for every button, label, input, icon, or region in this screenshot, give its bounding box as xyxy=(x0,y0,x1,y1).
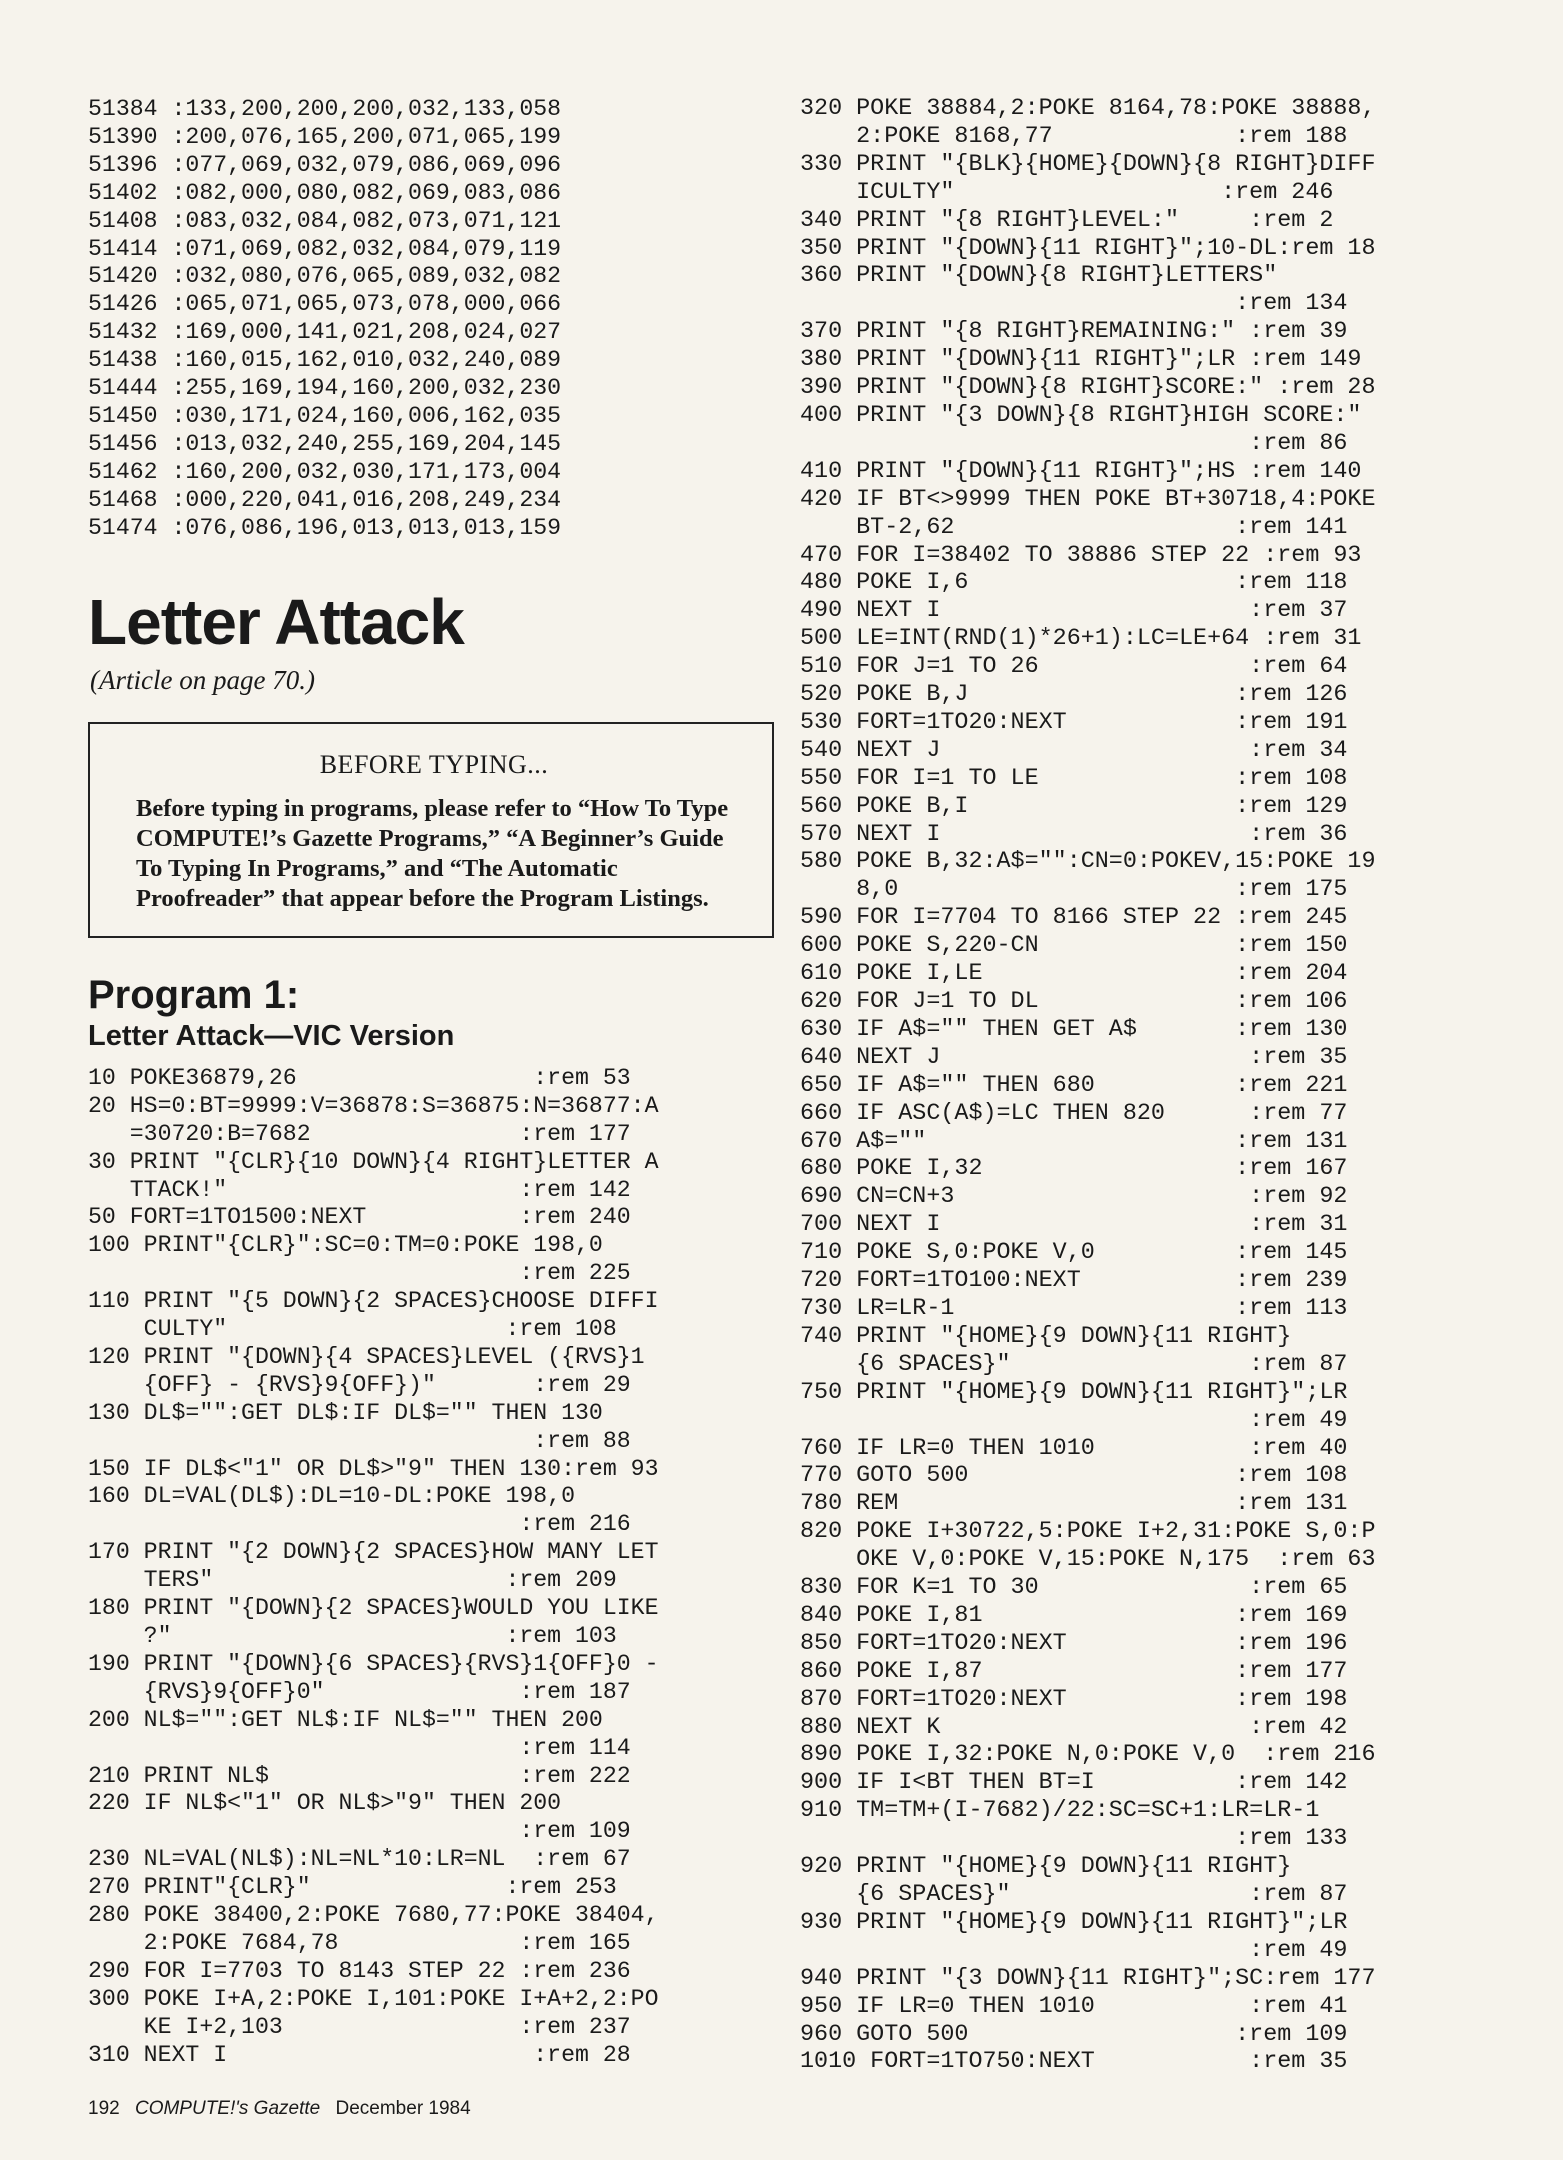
code-line: ?" :rem 103 xyxy=(88,1623,617,1650)
code-line: 1010 FORT=1TO750:NEXT :rem 35 xyxy=(800,2049,1348,2076)
code-line: 10 POKE36879,26 :rem 53 xyxy=(88,1064,631,1091)
code-line: :rem 216 xyxy=(88,1511,631,1538)
code-line: 8,0 :rem 175 xyxy=(800,877,1348,904)
program-listing-left xyxy=(88,1065,774,2070)
code-line: 850 FORT=1TO20:NEXT :rem 196 xyxy=(800,1630,1348,1657)
code-line: 290 FOR I=7703 TO 8143 STEP 22 :rem 236 xyxy=(88,1957,631,1984)
code-line: 51402 :082,000,080,082,069,083,086 xyxy=(88,179,562,206)
code-line: 640 NEXT J :rem 35 xyxy=(800,1044,1348,1071)
code-line: 400 PRINT "{3 DOWN}{8 RIGHT}HIGH SCORE:" xyxy=(800,402,1362,429)
code-line: :rem 49 xyxy=(800,1937,1348,1964)
code-line: 560 POKE B,I :rem 129 xyxy=(800,793,1348,820)
article-page-reference: (Article on page 70.) xyxy=(90,664,315,695)
notice-title: BEFORE TYPING... xyxy=(319,749,549,779)
code-line: 910 TM=TM+(I-7682)/22:SC=SC+1:LR=LR-1 xyxy=(800,1798,1320,1825)
code-line: 200 NL$="":GET NL$:IF NL$="" THEN 200 xyxy=(88,1706,603,1733)
code-line: 650 IF A$="" THEN 680 :rem 221 xyxy=(800,1072,1348,1099)
code-line: 730 LR=LR-1 :rem 113 xyxy=(800,1295,1348,1322)
code-line: {OFF} - {RVS}9{OFF})" :rem 29 xyxy=(88,1371,631,1398)
code-line: 580 POKE B,32:A$="":CN=0:POKEV,15:POKE 19 xyxy=(800,849,1376,876)
code-line: 820 POKE I+30722,5:POKE I+2,31:POKE S,0:P xyxy=(800,1519,1376,1546)
code-line: 930 PRINT "{HOME}{9 DOWN}{11 RIGHT}";LR xyxy=(800,1909,1348,1936)
code-line: 470 FOR I=38402 TO 38886 STEP 22 :rem 93 xyxy=(800,542,1362,569)
code-line: {6 SPACES}" :rem 87 xyxy=(800,1351,1348,1378)
code-line: 410 PRINT "{DOWN}{11 RIGHT}";HS :rem 140 xyxy=(800,458,1362,485)
code-line: 570 NEXT I :rem 36 xyxy=(800,821,1348,848)
code-line: 2:POKE 8168,77 :rem 188 xyxy=(800,123,1348,150)
code-line: 150 IF DL$<"1" OR DL$>"9" THEN 130:rem 93 xyxy=(88,1455,659,1482)
code-line: 610 POKE I,LE :rem 204 xyxy=(800,961,1348,988)
code-line: 940 PRINT "{3 DOWN}{11 RIGHT}";SC:rem 177 xyxy=(800,1965,1376,1992)
code-line: 110 PRINT "{5 DOWN}{2 SPACES}CHOOSE DIFFI xyxy=(88,1288,659,1315)
code-line: 51432 :169,000,141,021,208,024,027 xyxy=(88,319,562,346)
magazine-name: COMPUTE!'s Gazette xyxy=(134,2098,321,2119)
code-line: 50 FORT=1TO1500:NEXT :rem 240 xyxy=(88,1204,631,1231)
code-line: 360 PRINT "{DOWN}{8 RIGHT}LETTERS" xyxy=(800,263,1278,290)
code-line: 51426 :065,071,065,073,078,000,066 xyxy=(88,291,562,318)
code-line: ICULTY" :rem 246 xyxy=(800,179,1334,206)
right-column xyxy=(800,96,1490,2077)
code-line: 660 IF ASC(A$)=LC THEN 820 :rem 77 xyxy=(800,1100,1348,1127)
data-listing xyxy=(88,96,774,543)
code-line: 700 NEXT I :rem 31 xyxy=(800,1212,1348,1239)
code-line: 520 POKE B,J :rem 126 xyxy=(800,682,1348,709)
code-line: 370 PRINT "{8 RIGHT}REMAINING:" :rem 39 xyxy=(800,319,1348,346)
code-line: 2:POKE 7684,78 :rem 165 xyxy=(88,1929,631,1956)
code-line: TTACK!" :rem 142 xyxy=(88,1176,631,1203)
code-line: OKE V,0:POKE V,15:POKE N,175 :rem 63 xyxy=(800,1547,1376,1574)
code-line: 900 IF I<BT THEN BT=I :rem 142 xyxy=(800,1770,1348,1797)
code-line: :rem 134 xyxy=(800,291,1348,318)
code-line: 390 PRINT "{DOWN}{8 RIGHT}SCORE:" :rem 28 xyxy=(800,375,1376,402)
code-line: 600 POKE S,220-CN :rem 150 xyxy=(800,933,1348,960)
code-line: 830 FOR K=1 TO 30 :rem 65 xyxy=(800,1575,1348,1602)
code-line: 870 FORT=1TO20:NEXT :rem 198 xyxy=(800,1686,1348,1713)
code-line: {RVS}9{OFF}0" :rem 187 xyxy=(88,1678,631,1705)
code-line: :rem 133 xyxy=(800,1826,1348,1853)
code-line: 310 NEXT I :rem 28 xyxy=(88,2041,631,2068)
code-line: 51462 :160,200,032,030,171,173,004 xyxy=(88,458,562,485)
code-line: 720 FORT=1TO100:NEXT :rem 239 xyxy=(800,1268,1348,1295)
code-line: 860 POKE I,87 :rem 177 xyxy=(800,1658,1348,1685)
code-line: 330 PRINT "{BLK}{HOME}{DOWN}{8 RIGHT}DIFF xyxy=(800,151,1376,178)
page-footer xyxy=(88,2098,471,2120)
code-line: 340 PRINT "{8 RIGHT}LEVEL:" :rem 2 xyxy=(800,207,1334,234)
code-line: 840 POKE I,81 :rem 169 xyxy=(800,1602,1348,1629)
before-typing-notice xyxy=(88,722,774,938)
code-line: 380 PRINT "{DOWN}{11 RIGHT}";LR :rem 149 xyxy=(800,347,1362,374)
code-line: :rem 49 xyxy=(800,1407,1348,1434)
code-line: 160 DL=VAL(DL$):DL=10-DL:POKE 198,0 xyxy=(88,1483,576,1510)
code-line: 690 CN=CN+3 :rem 92 xyxy=(800,1184,1348,1211)
code-line: 130 DL$="":GET DL$:IF DL$="" THEN 130 xyxy=(88,1399,603,1426)
code-line: 51414 :071,069,082,032,084,079,119 xyxy=(88,235,562,262)
code-line: 740 PRINT "{HOME}{9 DOWN}{11 RIGHT} xyxy=(800,1323,1292,1350)
code-line: 890 POKE I,32:POKE N,0:POKE V,0 :rem 216 xyxy=(800,1742,1376,1769)
code-line: :rem 86 xyxy=(800,430,1348,457)
code-line: TERS" :rem 209 xyxy=(88,1567,617,1594)
code-line: 51444 :255,169,194,160,200,032,230 xyxy=(88,375,562,402)
code-line: 670 A$="" :rem 131 xyxy=(800,1128,1348,1155)
code-line: 51456 :013,032,240,255,169,204,145 xyxy=(88,430,562,457)
code-line: 51450 :030,171,024,160,006,162,035 xyxy=(88,402,562,429)
code-line: 190 PRINT "{DOWN}{6 SPACES}{RVS}1{OFF}0 - xyxy=(88,1650,659,1677)
page-number: 192 xyxy=(88,2098,120,2119)
code-line: 750 PRINT "{HOME}{9 DOWN}{11 RIGHT}";LR xyxy=(800,1379,1348,1406)
code-line: :rem 225 xyxy=(88,1260,631,1287)
code-line: 230 NL=VAL(NL$):NL=NL*10:LR=NL :rem 67 xyxy=(88,1846,631,1873)
code-line: 300 POKE I+A,2:POKE I,101:POKE I+A+2,2:PO xyxy=(88,1985,659,2012)
code-line: 51468 :000,220,041,016,208,249,234 xyxy=(88,486,562,513)
code-line: 20 HS=0:BT=9999:V=36878:S=36875:N=36877:A xyxy=(88,1092,659,1119)
code-line: :rem 114 xyxy=(88,1734,631,1761)
code-line: :rem 88 xyxy=(88,1427,631,1454)
code-line: :rem 109 xyxy=(88,1818,631,1845)
code-line: 590 FOR I=7704 TO 8166 STEP 22 :rem 245 xyxy=(800,905,1348,932)
code-line: 51420 :032,080,076,065,089,032,082 xyxy=(88,263,562,290)
code-line: 960 GOTO 500 :rem 109 xyxy=(800,2021,1348,2048)
left-column xyxy=(88,96,774,2070)
code-line: 51396 :077,069,032,079,086,069,096 xyxy=(88,151,562,178)
code-line: 420 IF BT<>9999 THEN POKE BT+30718,4:POKE xyxy=(800,486,1376,513)
code-line: 51390 :200,076,165,200,071,065,199 xyxy=(88,123,562,150)
program-subtitle: Letter Attack—VIC Version xyxy=(88,1019,455,1052)
code-line: 880 NEXT K :rem 42 xyxy=(800,1714,1348,1741)
program-listing-right xyxy=(800,96,1490,2077)
code-line: 510 FOR J=1 TO 26 :rem 64 xyxy=(800,654,1348,681)
code-line: 950 IF LR=0 THEN 1010 :rem 41 xyxy=(800,1993,1348,2020)
code-line: 51438 :160,015,162,010,032,240,089 xyxy=(88,347,562,374)
article-title: Letter Attack xyxy=(88,585,464,658)
code-line: 51408 :083,032,084,082,073,071,121 xyxy=(88,207,562,234)
code-line: 680 POKE I,32 :rem 167 xyxy=(800,1156,1348,1183)
code-line: 350 PRINT "{DOWN}{11 RIGHT}";10-DL:rem 18 xyxy=(800,235,1376,262)
code-line: 51474 :076,086,196,013,013,013,159 xyxy=(88,514,562,541)
code-line: 320 POKE 38884,2:POKE 8164,78:POKE 38888, xyxy=(800,96,1376,122)
code-line: 120 PRINT "{DOWN}{4 SPACES}LEVEL ({RVS}1 xyxy=(88,1343,645,1370)
code-line: 170 PRINT "{2 DOWN}{2 SPACES}HOW MANY LET xyxy=(88,1539,659,1566)
issue-date: December 1984 xyxy=(335,2098,471,2119)
code-line: 760 IF LR=0 THEN 1010 :rem 40 xyxy=(800,1435,1348,1462)
notice-body: Before typing in programs, please refer to “How To Type COMPUTE!’s Gazette Programs,” “A Beginner’s Guide To Typing In Programs,” and “The Automatic Proofreader” that appear before the Program Listings. xyxy=(136,794,729,912)
code-line: 780 REM :rem 131 xyxy=(800,1491,1348,1518)
code-line: 30 PRINT "{CLR}{10 DOWN}{4 RIGHT}LETTER A xyxy=(88,1148,659,1175)
code-line: 770 GOTO 500 :rem 108 xyxy=(800,1463,1348,1490)
code-line: 280 POKE 38400,2:POKE 7680,77:POKE 38404, xyxy=(88,1902,659,1929)
code-line: 51384 :133,200,200,200,032,133,058 xyxy=(88,96,562,122)
code-line: 920 PRINT "{HOME}{9 DOWN}{11 RIGHT} xyxy=(800,1854,1292,1881)
code-line: 180 PRINT "{DOWN}{2 SPACES}WOULD YOU LIKE xyxy=(88,1595,659,1622)
code-line: 530 FORT=1TO20:NEXT :rem 191 xyxy=(800,709,1348,736)
code-line: 540 NEXT J :rem 34 xyxy=(800,737,1348,764)
code-line: 480 POKE I,6 :rem 118 xyxy=(800,570,1348,597)
code-line: 630 IF A$="" THEN GET A$ :rem 130 xyxy=(800,1016,1348,1043)
code-line: 500 LE=INT(RND(1)*26+1):LC=LE+64 :rem 31 xyxy=(800,626,1362,653)
code-line: 220 IF NL$<"1" OR NL$>"9" THEN 200 xyxy=(88,1790,562,1817)
code-line: 210 PRINT NL$ :rem 222 xyxy=(88,1762,631,1789)
code-line: {6 SPACES}" :rem 87 xyxy=(800,1882,1348,1908)
code-line: =30720:B=7682 :rem 177 xyxy=(88,1120,631,1147)
code-line: 710 POKE S,0:POKE V,0 :rem 145 xyxy=(800,1240,1348,1267)
code-line: 100 PRINT"{CLR}":SC=0:TM=0:POKE 198,0 xyxy=(88,1232,603,1259)
code-line: KE I+2,103 :rem 237 xyxy=(88,2013,631,2040)
code-line: 620 FOR J=1 TO DL :rem 106 xyxy=(800,989,1348,1015)
program-title: Program 1: xyxy=(88,972,300,1017)
code-line: BT-2,62 :rem 141 xyxy=(800,514,1348,541)
code-line: 490 NEXT I :rem 37 xyxy=(800,598,1348,625)
code-line: CULTY" :rem 108 xyxy=(88,1316,617,1343)
code-line: 270 PRINT"{CLR}" :rem 253 xyxy=(88,1874,617,1901)
code-line: 550 FOR I=1 TO LE :rem 108 xyxy=(800,765,1348,792)
